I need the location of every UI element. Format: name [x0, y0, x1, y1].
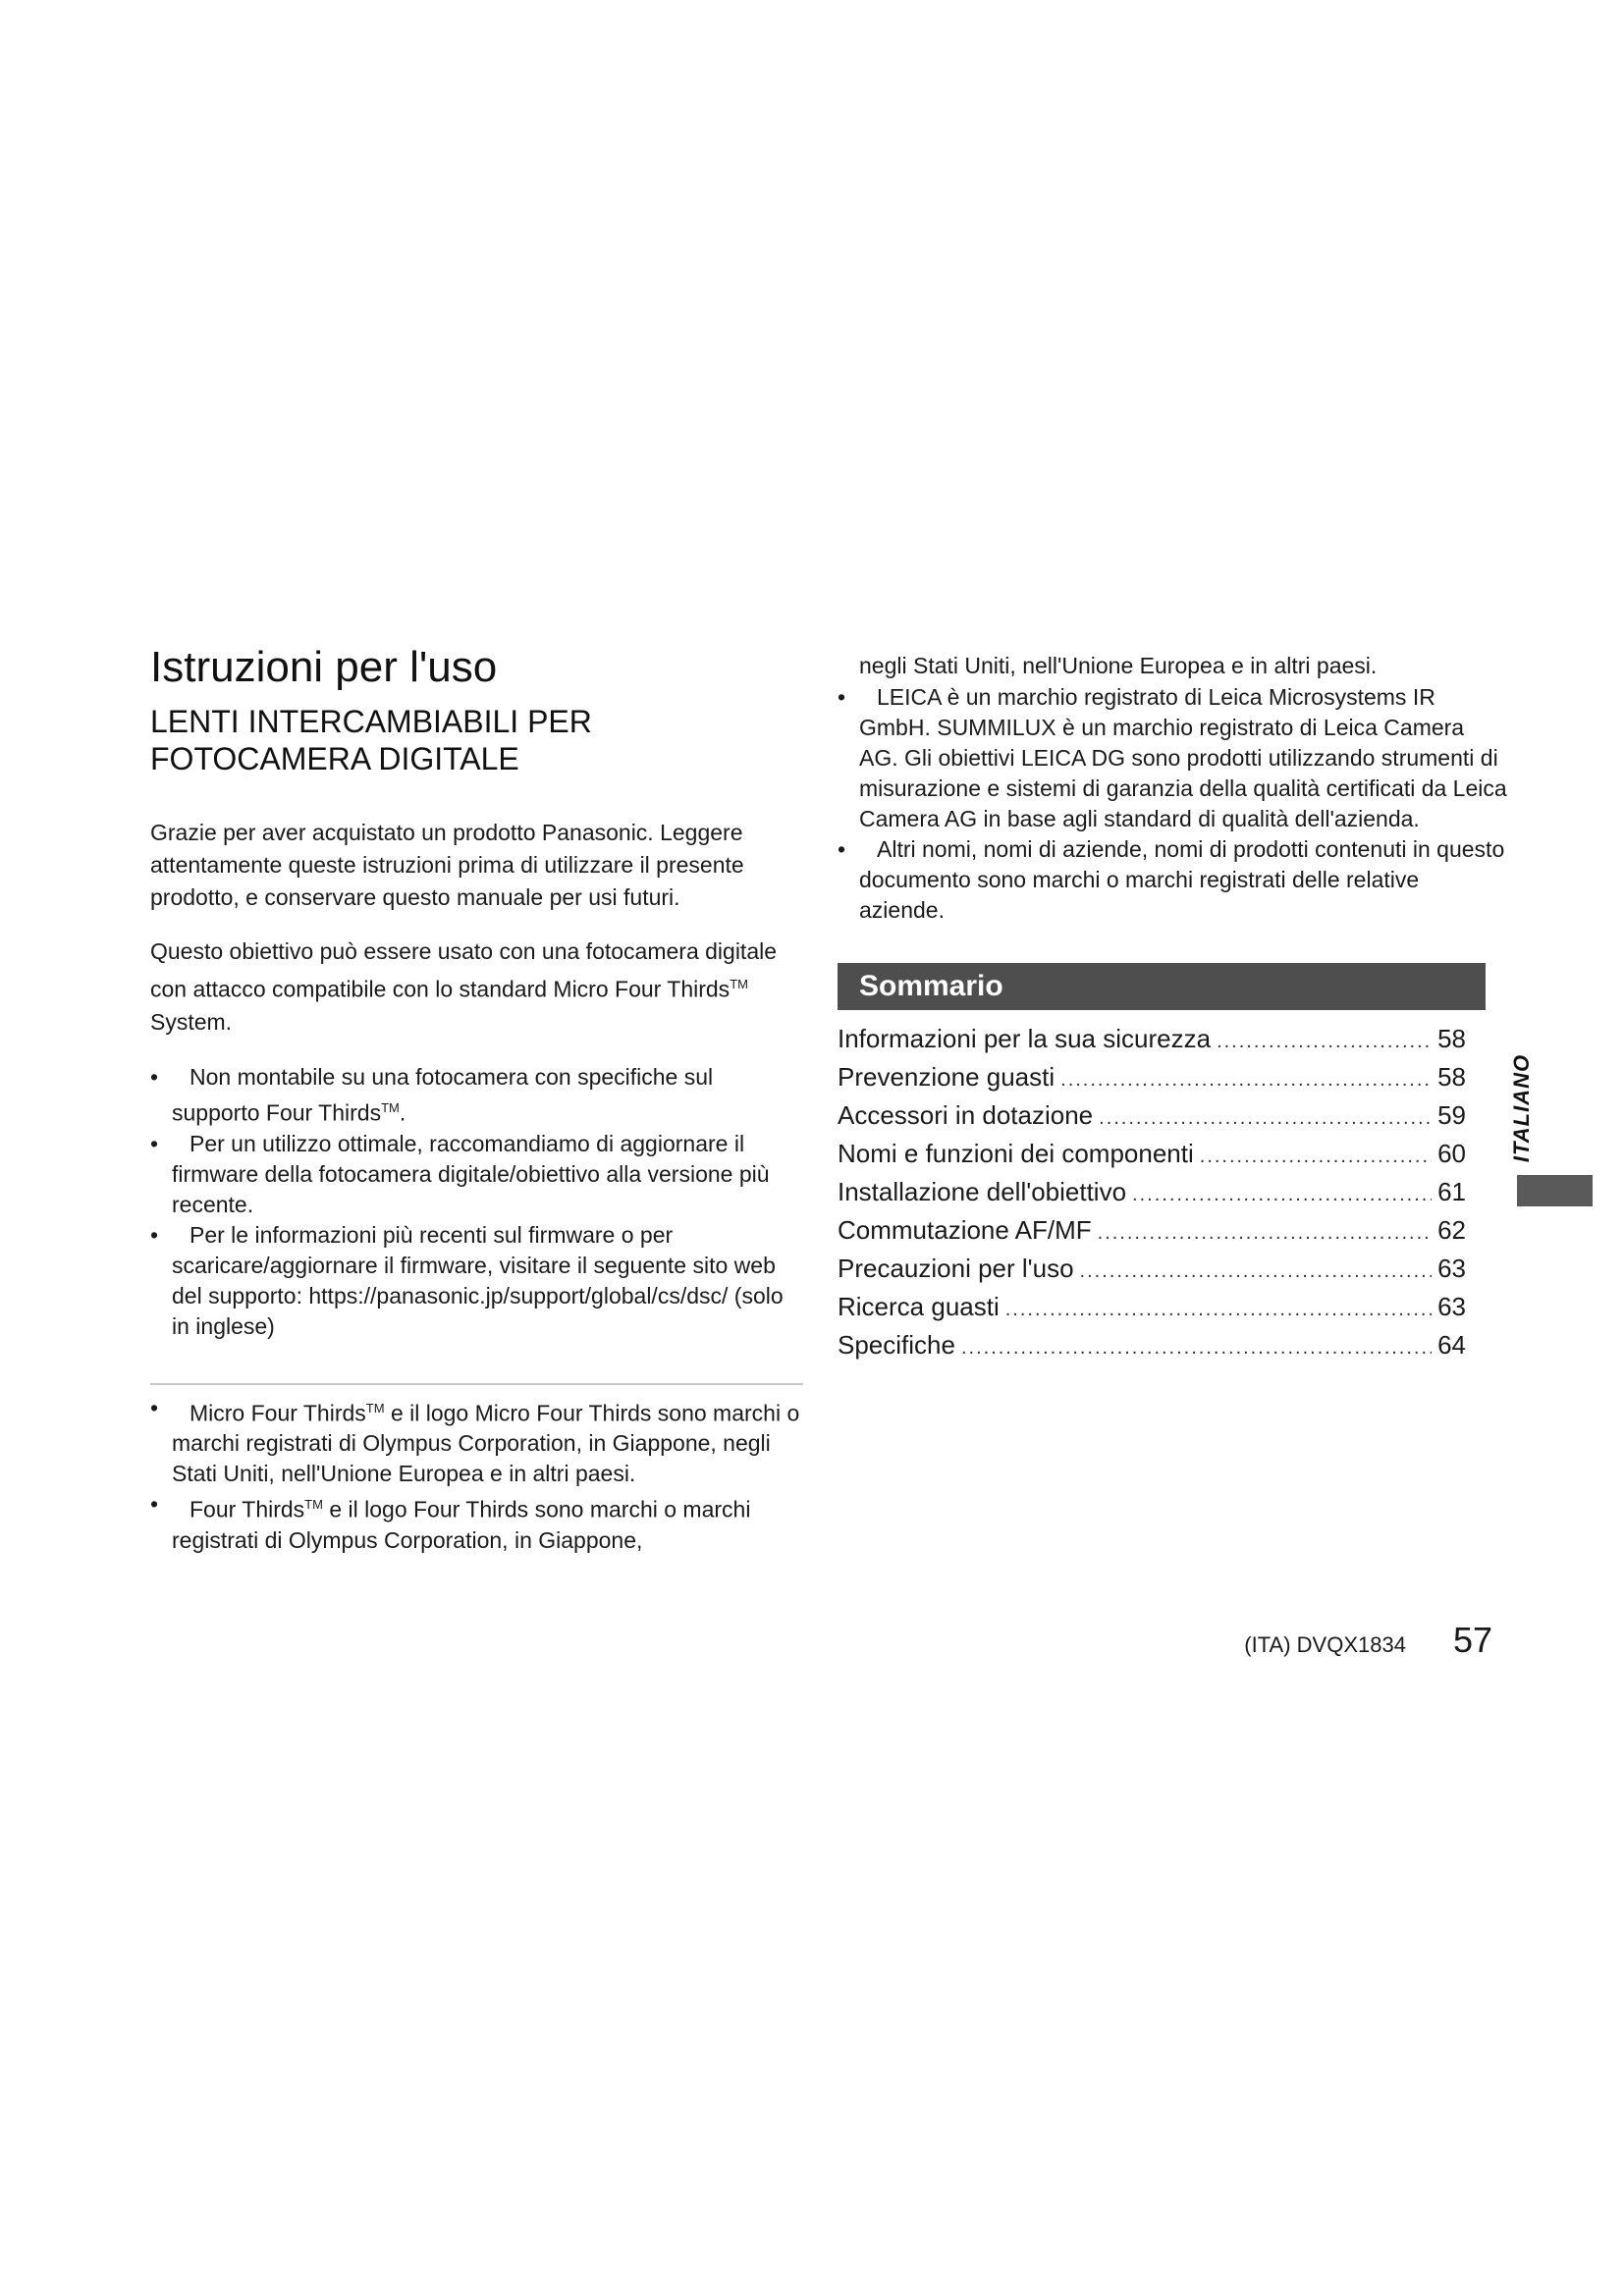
- language-tab-marker: [1517, 1175, 1593, 1206]
- trademark-symbol: TM: [381, 1100, 400, 1116]
- toc-leader: [1080, 1253, 1433, 1288]
- toc-leader: [1099, 1099, 1432, 1135]
- toc-label: Commutazione AF/MF: [838, 1215, 1092, 1245]
- trademark-symbol: TM: [304, 1497, 323, 1513]
- bullet-icon: •: [838, 836, 846, 862]
- toc-page: 60: [1437, 1139, 1466, 1168]
- toc-page: 58: [1437, 1024, 1466, 1053]
- right-trademark-list: [838, 682, 1507, 926]
- note-suffix: .: [399, 1099, 406, 1126]
- bullet-icon: •: [150, 1491, 159, 1518]
- toc-page: 58: [1437, 1062, 1466, 1092]
- bullet-icon: •: [150, 1064, 159, 1091]
- left-column: [150, 643, 803, 1556]
- toc-leader: [961, 1329, 1432, 1364]
- document-subtitle: LENTI INTERCAMBIABILI PER FOTOCAMERA DIGITALE: [150, 703, 592, 776]
- trademark-text: LEICA è un marchio registrato di Leica Microsystems IR GmbH. SUMMILUX è un marchio registrato di Leica Camera AG. Gli obiettivi LEICA DG sono prodotti utilizzando strumenti di misurazione e sistemi di garanzia della qualità certificati da Leica Camera AG in base agli standard di qualità dell'azienda.: [859, 684, 1507, 831]
- toc-label: Installazione dell'obiettivo: [838, 1177, 1127, 1206]
- trademark-symbol: TM: [730, 977, 748, 992]
- model-code: (ITA) DVQX1834: [1244, 1632, 1406, 1657]
- toc-label: Precauzioni per l'uso: [838, 1254, 1074, 1283]
- list-item: [838, 682, 1507, 834]
- toc-page: 59: [1437, 1100, 1466, 1130]
- trademark-symbol: TM: [365, 1400, 385, 1415]
- bullet-icon: •: [150, 1221, 159, 1248]
- bullet-icon: •: [150, 1130, 159, 1156]
- list-item: [838, 834, 1507, 926]
- toc-label: Prevenzione guasti: [838, 1062, 1056, 1092]
- note-text: Per le informazioni più recenti sul firmware o per scaricare/aggiornare il firmware, visitare il seguente sito web del supporto: https://panasonic.jp/support/global/cs/dsc/ (solo in inglese): [172, 1221, 784, 1339]
- language-tab-label: [1502, 1050, 1542, 1166]
- compat-suffix: System.: [150, 1009, 233, 1036]
- note-text: Per un utilizzo ottimale, raccomandiamo di aggiornare il firmware della fotocamera digitale/obiettivo alla versione più recente.: [172, 1130, 770, 1217]
- trademark-text: Altri nomi, nomi di aziende, nomi di prodotti contenuti in questo documento sono marchi o marchi registrati delle relative aziende.: [859, 836, 1505, 923]
- trademark-suffix: e il logo Four Thirds sono marchi o marchi registrati di Olympus Corporation, in Giappone,: [172, 1497, 751, 1553]
- toc-page: 63: [1437, 1292, 1466, 1321]
- page-footer: [1080, 1620, 1492, 1661]
- toc-item-sicurezza[interactable]: [838, 1020, 1486, 1058]
- toc-item-commutazione[interactable]: [838, 1211, 1486, 1250]
- toc-item-componenti[interactable]: [838, 1135, 1486, 1173]
- toc-label: Informazioni per la sua sicurezza: [838, 1024, 1212, 1053]
- list-item: [150, 1489, 803, 1556]
- bullet-icon: •: [838, 684, 846, 710]
- bullet-icon: •: [150, 1394, 159, 1420]
- compat-paragraph: [150, 935, 803, 1039]
- toc-label: Accessori in dotazione: [838, 1100, 1094, 1130]
- list-item: [150, 1393, 803, 1490]
- toc-item-prevenzione-guasti[interactable]: [838, 1058, 1486, 1096]
- right-column: [838, 650, 1507, 1364]
- toc-page: 63: [1437, 1254, 1466, 1283]
- compat-text: Questo obiettivo può essere usato con una fotocamera digitale con attacco compatibile con lo standard Micro Four Thirds: [150, 938, 778, 1003]
- list-item: [150, 1129, 803, 1220]
- toc-leader: [1005, 1291, 1432, 1326]
- toc-item-ricerca-guasti[interactable]: [838, 1288, 1486, 1326]
- note-text: Non montabile su una fotocamera con specifiche sul supporto Four Thirds: [172, 1064, 714, 1126]
- section-divider: [150, 1383, 803, 1385]
- toc-label: Ricerca guasti: [838, 1292, 1000, 1321]
- continuation-text: negli Stati Uniti, nell'Unione Europea e in altri paesi.: [859, 653, 1378, 678]
- trademark-list: [150, 1393, 803, 1556]
- summary-header: Sommario: [838, 963, 1486, 1010]
- toc-leader: [1060, 1061, 1432, 1096]
- toc-leader: [1217, 1023, 1432, 1058]
- list-item: [150, 1220, 803, 1342]
- toc-page: 62: [1437, 1215, 1466, 1245]
- toc-leader: [1098, 1214, 1432, 1250]
- toc-label: Nomi e funzioni dei componenti: [838, 1139, 1194, 1168]
- list-item: [150, 1062, 803, 1129]
- toc-item-installazione[interactable]: [838, 1173, 1486, 1211]
- toc-item-precauzioni[interactable]: [838, 1250, 1486, 1288]
- table-of-contents: [838, 1020, 1486, 1364]
- toc-page: 64: [1437, 1330, 1466, 1360]
- toc-leader: [1132, 1176, 1432, 1211]
- trademark-text: Four Thirds: [189, 1497, 305, 1522]
- document-title: Istruzioni per l'uso: [150, 643, 498, 691]
- trademark-text: Micro Four Thirds: [189, 1400, 366, 1426]
- language-tab-text: ITALIANO: [1509, 1053, 1534, 1163]
- toc-label: Specifiche: [838, 1330, 955, 1360]
- toc-item-accessori[interactable]: [838, 1096, 1486, 1135]
- toc-page: 61: [1437, 1177, 1466, 1206]
- notes-list: [150, 1062, 803, 1342]
- toc-leader: [1200, 1138, 1432, 1173]
- trademark-suffix: e il logo Micro Four Thirds sono marchi o marchi registrati di Olympus Corporation, in Giappone, negli Stati Uniti, nell'Unione Europea e in altri paesi.: [172, 1400, 800, 1487]
- intro-paragraph: Grazie per aver acquistato un prodotto Panasonic. Leggere attentamente queste istruzioni prima di utilizzare il presente prodotto, e conservare questo manuale per usi futuri.: [150, 820, 744, 911]
- toc-item-specifiche[interactable]: [838, 1326, 1486, 1364]
- page-number: 57: [1452, 1620, 1492, 1660]
